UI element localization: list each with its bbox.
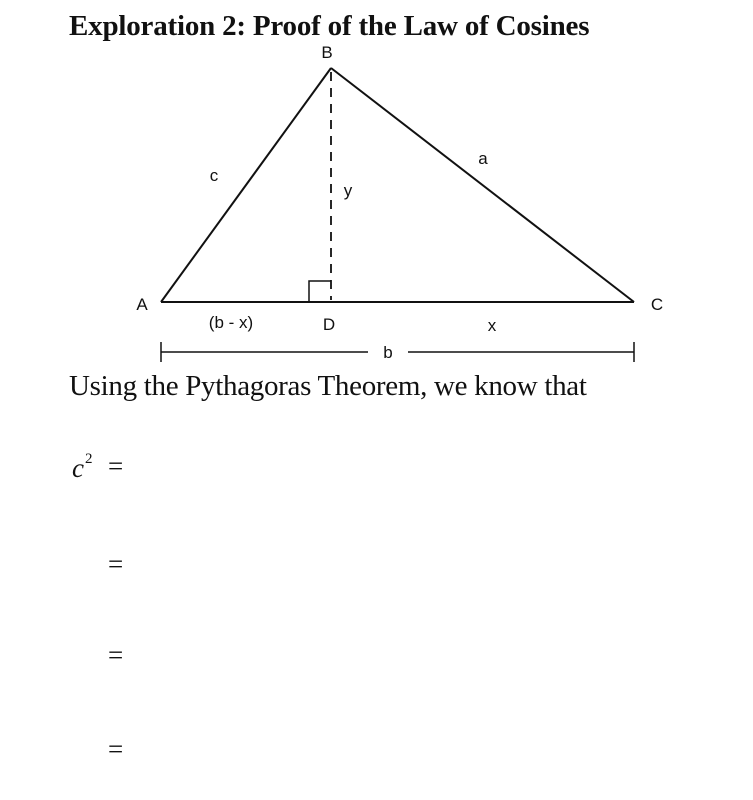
side-bc <box>331 68 634 302</box>
lhs-variable: c <box>72 453 84 483</box>
side-label-x: x <box>487 316 497 335</box>
equals-sign: = <box>108 640 124 670</box>
side-label-b-minus-x: (b - x) <box>208 313 254 332</box>
equals-sign: = <box>108 734 124 764</box>
vertex-label-c: C <box>650 295 664 314</box>
page-title: Exploration 2: Proof of the Law of Cosines <box>69 10 590 42</box>
right-angle-marker <box>309 281 331 302</box>
intro-text: Using the Pythagoras Theorem, we know that <box>69 370 587 402</box>
side-label-c: c <box>209 166 219 185</box>
equals-sign: = <box>108 451 124 481</box>
equals-sign: = <box>108 549 124 579</box>
lhs-exponent: 2 <box>84 451 93 467</box>
side-ab <box>161 68 331 302</box>
vertex-label-a: A <box>136 295 148 314</box>
side-label-a: a <box>478 149 488 168</box>
equation-lhs <box>72 446 92 485</box>
side-label-b: b <box>383 343 393 362</box>
vertex-label-b: B <box>321 43 333 62</box>
vertex-label-d: D <box>322 315 336 334</box>
side-label-y: y <box>343 181 353 200</box>
